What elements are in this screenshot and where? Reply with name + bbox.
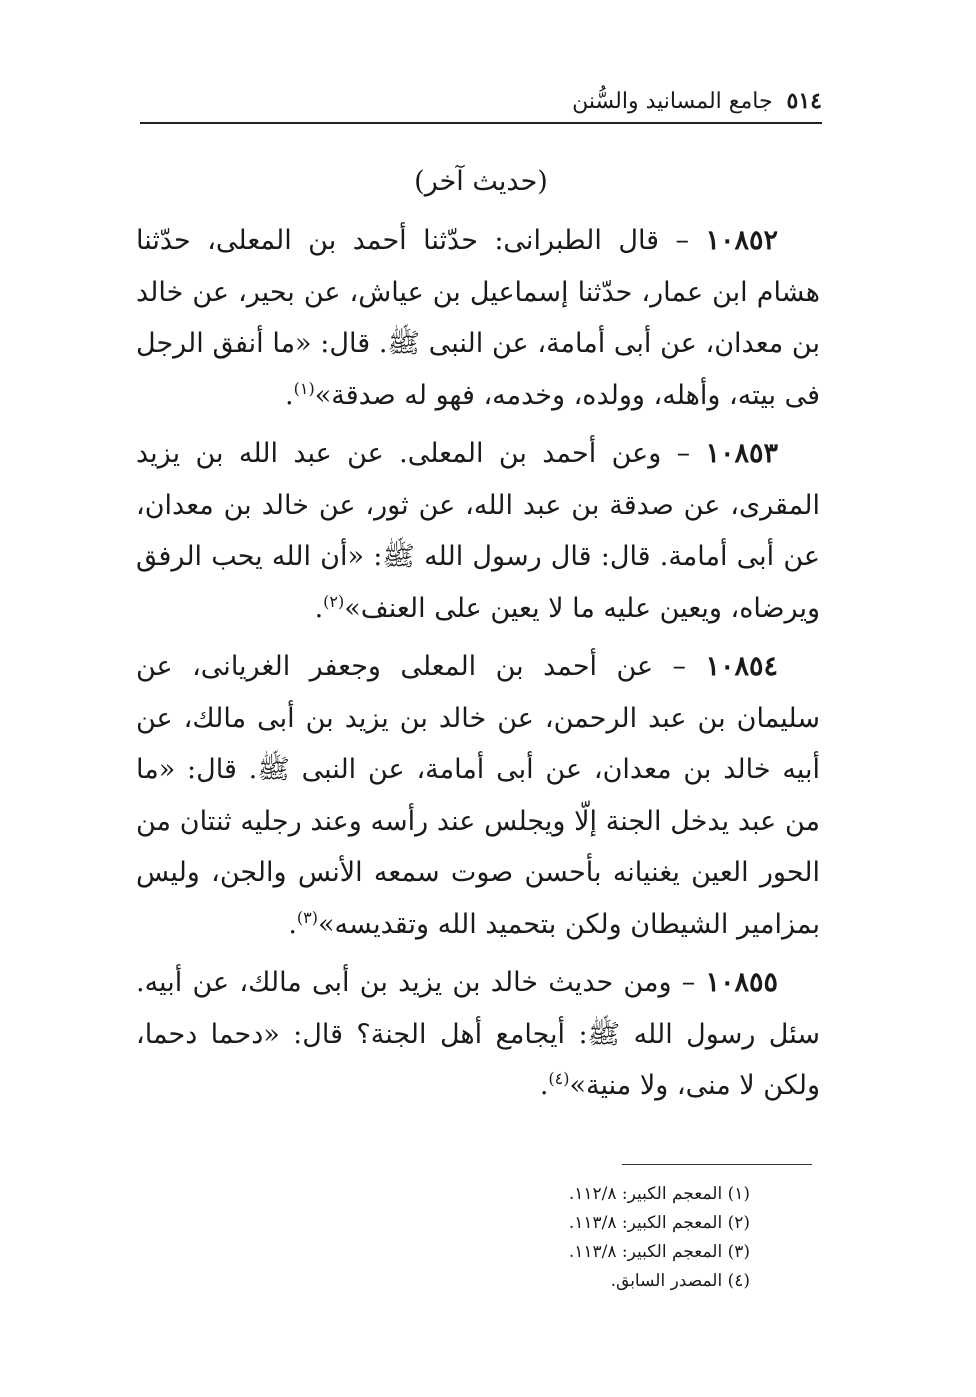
footnote-reference: (١): [293, 378, 315, 398]
hadith-paragraph: [136, 957, 820, 1112]
section-title: (حديث آخر): [414, 166, 548, 197]
footnote-reference: (٤): [548, 1069, 570, 1088]
hadith-paragraph: [136, 428, 820, 634]
page-number: ٥١٤: [786, 88, 822, 114]
footnote: (١) المعجم الكبير: ١١٢/٨.: [568, 1184, 750, 1204]
hadith-end: .: [285, 379, 294, 411]
footnote: (٢) المعجم الكبير: ١١٣/٨.: [568, 1213, 750, 1233]
footnote-divider: [622, 1164, 812, 1165]
book-title: جامع المسانيد والسُّنن: [572, 88, 773, 114]
footnote: (٤) المصدر السابق.: [610, 1271, 750, 1291]
footnote: (٣) المعجم الكبير: ١١٣/٨.: [568, 1242, 750, 1262]
hadith-text: – قال الطبرانى: حدّثنا أحمد بن المعلى، حدّثنا هشام ابن عمار، حدّثنا إسماعيل بن عياش، عن بحير، عن خالد بن معدان، عن أبى أمامة، عن النبى ﷺ. قال: «ما أنفق الرجل فى بيته، وأهله، وولده، وخدمه، فهو له صدقة»: [136, 225, 820, 411]
hadith-end: .: [314, 592, 324, 624]
hadith-number: ١٠٨٥٤: [705, 651, 778, 682]
page-body: [136, 215, 820, 1119]
footnote-reference: (٢): [323, 591, 345, 611]
hadith-number: ١٠٨٥٢: [705, 225, 778, 256]
page-header: [140, 82, 822, 120]
hadith-text: – وعن أحمد بن المعلى. عن عبد الله بن يزيد المقرى، عن صدقة بن عبد الله، عن ثور، عن خالد بن معدان، عن أبى أمامة. قال: قال رسول الله ﷺ: «أن الله يحب الرفق ويرضاه، ويعين عليه ما لا يعين على العنف»: [136, 438, 820, 624]
hadith-number: ١٠٨٥٣: [705, 438, 778, 469]
hadith-paragraph: [136, 215, 820, 421]
hadith-text: – عن أحمد بن المعلى وجعفر الغريانى، عن سليمان بن عبد الرحمن، عن خالد بن يزيد بن أبى مالك، عن أبيه خالد بن معدان، عن أبى أمامة، عن النبى ﷺ. قال: «ما من عبد يدخل الجنة إلّا ويجلس عند رأسه وعند رجليه ثنتان من الحور العين يغنيانه بأحسن صوت سمعه الأنس والجن، وليس بمزامير الشيطان ولكن بتحميد الله وتقديسه»: [136, 651, 820, 940]
hadith-paragraph: [136, 641, 820, 950]
hadith-end: .: [539, 1070, 549, 1101]
footnote-reference: (٣): [296, 907, 319, 927]
hadith-end: .: [288, 908, 297, 940]
footnotes: [420, 1180, 750, 1296]
header-divider: [140, 122, 822, 124]
hadith-text: – ومن حديث خالد بن يزيد بن أبى مالك، عن أبيه. سئل رسول الله ﷺ: أيجامع أهل الجنة؟ قال: «دحما دحما، ولكن لا منى، ولا منية»: [136, 967, 820, 1101]
hadith-number: ١٠٨٥٥: [705, 967, 778, 998]
